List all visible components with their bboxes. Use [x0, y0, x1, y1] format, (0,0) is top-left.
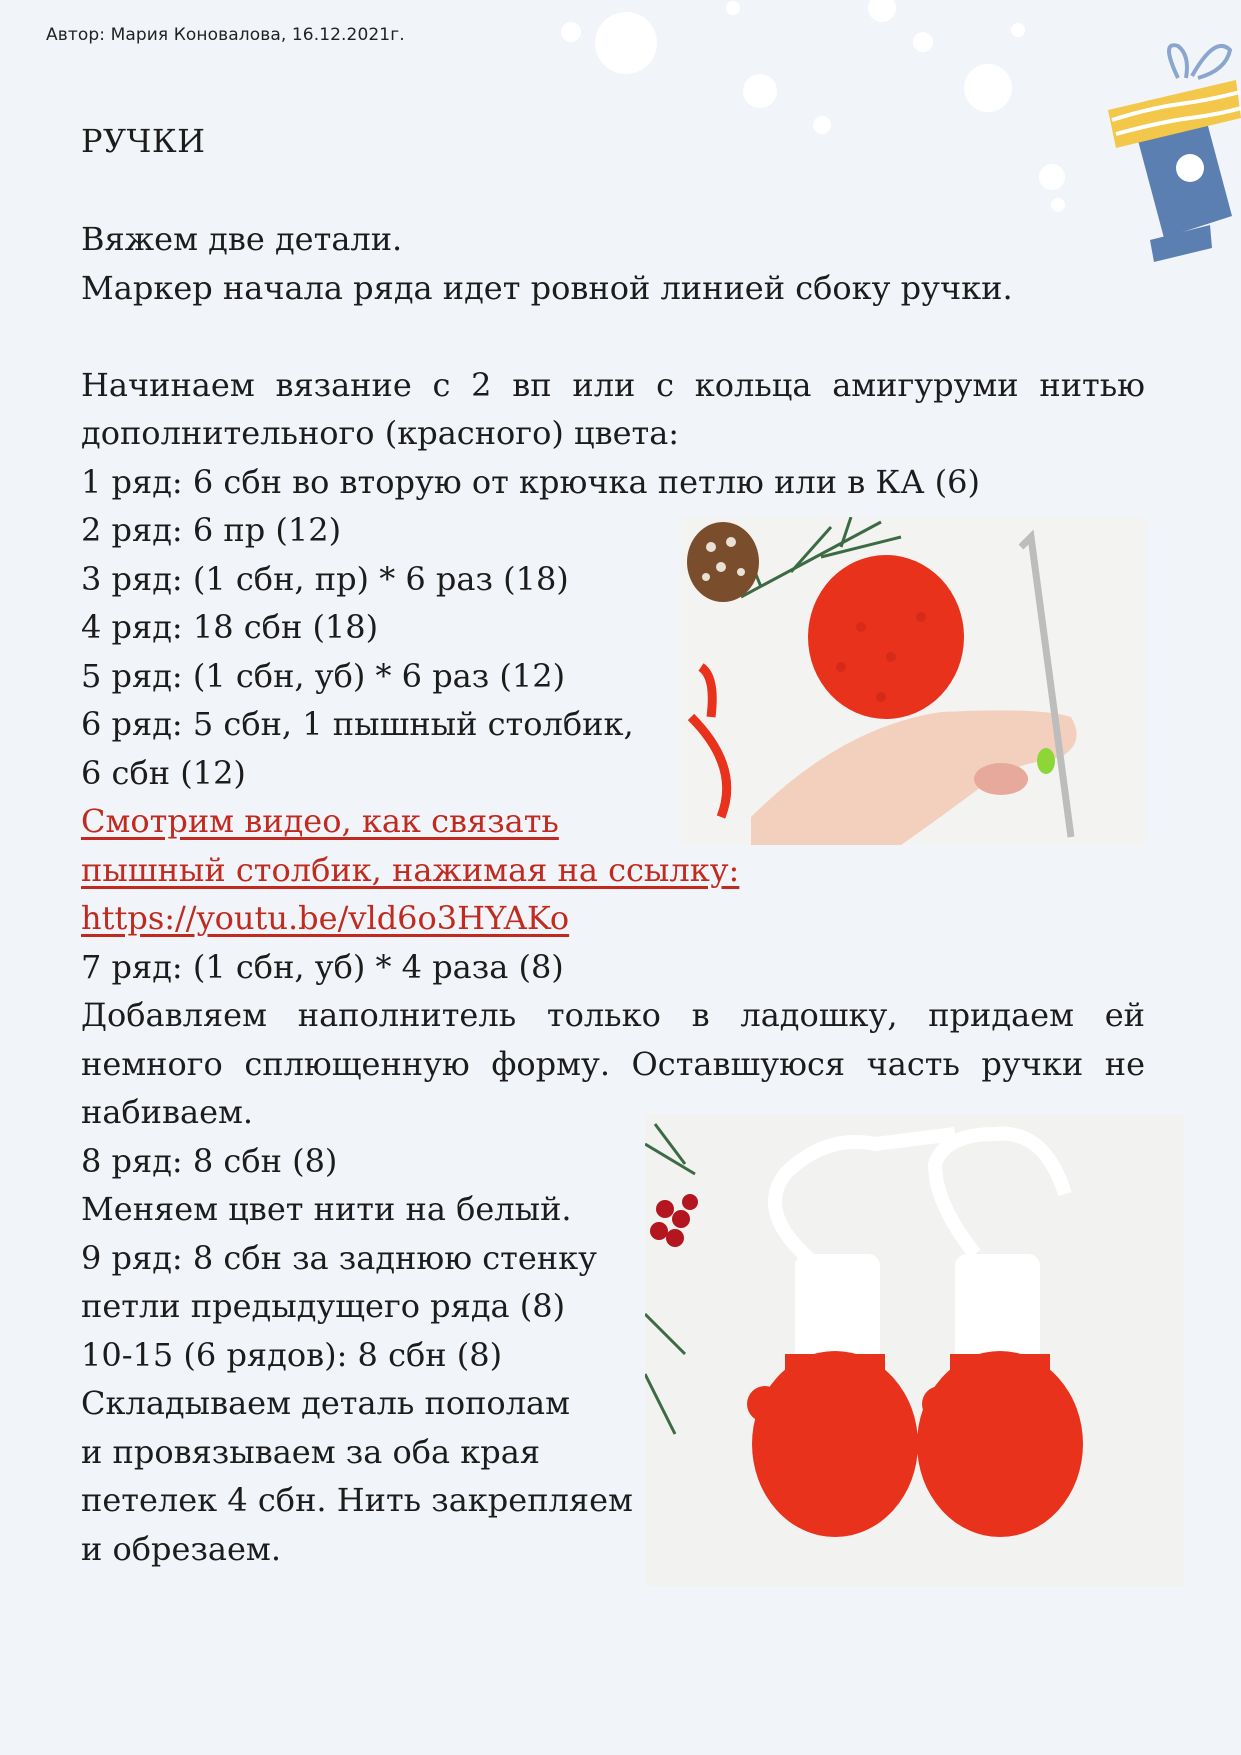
instruction-line: и провязываем за оба края [81, 1432, 541, 1471]
pattern-row: 6 сбн (12) [81, 753, 246, 792]
author-credit: Автор: Мария Коновалова, 16.12.2021г. [46, 25, 405, 45]
pattern-row: 10-15 (6 рядов): 8 сбн (8) [81, 1335, 503, 1374]
photo-finished-hands [645, 1114, 1184, 1586]
instruction-line: немного сплющенную форму. Оставшуюся часть ручки не [81, 1044, 1145, 1083]
pattern-row: 7 ряд: (1 сбн, уб) * 4 раза (8) [81, 947, 564, 986]
instruction-line: петелек 4 сбн. Нить закрепляем [81, 1481, 633, 1519]
video-url-link[interactable]: https://youtu.be/vld6o3HYAKo [81, 899, 570, 937]
instruction-line: Складываем деталь пополам [81, 1384, 570, 1422]
instruction-line: Добавляем наполнитель только в ладошку, придаем ей [81, 996, 1145, 1034]
start-line: дополнительного (красного) цвета: [81, 414, 680, 452]
video-link-text[interactable]: Смотрим видео, как связать [81, 802, 559, 840]
pattern-row: 2 ряд: 6 пр (12) [81, 511, 342, 549]
intro-line: Маркер начала ряда идет ровной линией сбоку ручки. [81, 268, 1013, 307]
intro-line: Вяжем две детали. [81, 220, 403, 258]
pattern-row: 5 ряд: (1 сбн, уб) * 6 раз (12) [81, 656, 566, 695]
photo-crochet-palm [681, 517, 1146, 845]
instruction-line: набиваем. [81, 1093, 254, 1131]
pattern-row: петли предыдущего ряда (8) [81, 1287, 566, 1325]
pattern-row: 3 ряд: (1 сбн, пр) * 6 раз (18) [81, 559, 569, 598]
pattern-row: 9 ряд: 8 сбн за заднюю стенку [81, 1238, 597, 1277]
pattern-row: 6 ряд: 5 сбн, 1 пышный столбик, [81, 705, 634, 743]
instruction-line: и обрезаем. [81, 1529, 281, 1568]
video-link-text[interactable]: пышный столбик, нажимая на ссылку: [81, 850, 740, 889]
pattern-row: 1 ряд: 6 сбн во вторую от крючка петлю или в КА (6) [81, 462, 980, 501]
pattern-row: 8 ряд: 8 сбн (8) [81, 1141, 338, 1180]
section-title: РУЧКИ [81, 122, 206, 160]
instruction-line: Меняем цвет нити на белый. [81, 1190, 572, 1228]
pattern-row: 4 ряд: 18 сбн (18) [81, 608, 379, 646]
start-line: Начинаем вязание с 2 вп или с кольца амигуруми нитью [81, 365, 1145, 404]
